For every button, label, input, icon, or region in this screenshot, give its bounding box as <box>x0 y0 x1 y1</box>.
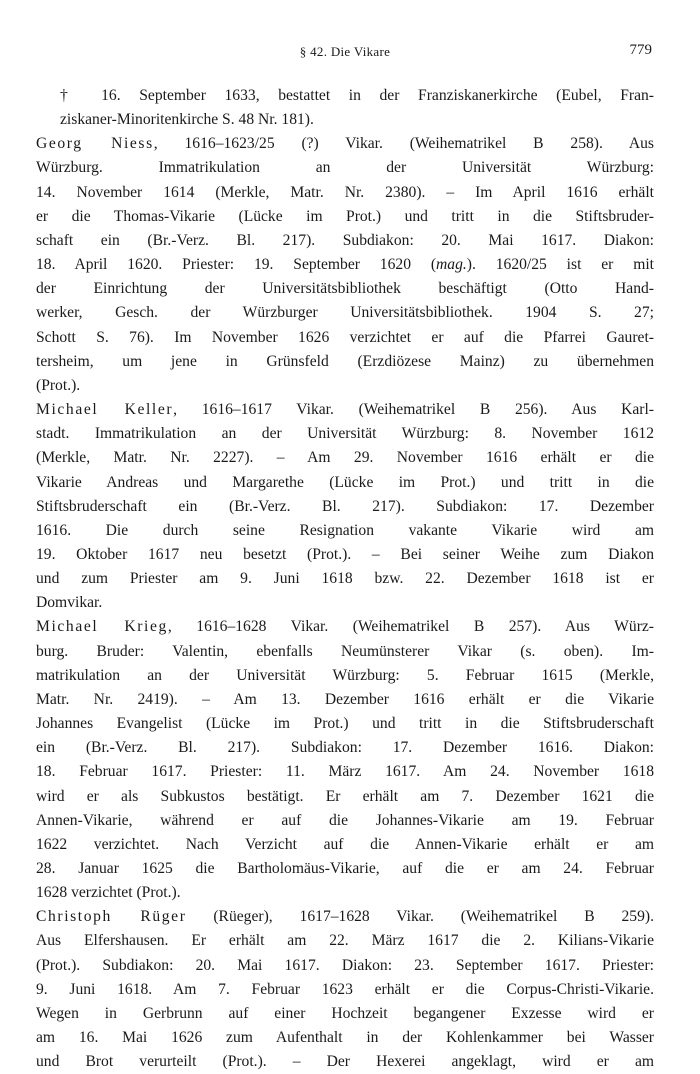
text-line: wird er als Subkustos bestätigt. Er erhält am 7. Dezember 1621 die <box>36 787 654 805</box>
text-line: 14. November 1614 (Merkle, Matr. Nr. 2380). – Im April 1616 erhält <box>36 183 654 201</box>
text-line: † 16. September 1633, bestattet in der Franziskanerkirche (Eubel, Fran- <box>60 87 654 104</box>
text-line: tersheim, um jene in Grünsfeld (Erzdiözese Mainz) zu übernehmen <box>36 352 654 370</box>
text-line: der Einrichtung der Universitätsbibliothek beschäftigt (Otto Hand- <box>36 280 654 298</box>
person-name: Michael Krieg <box>36 618 168 636</box>
text-line: (Prot.). <box>36 376 81 394</box>
text-line: 9. Juni 1618. Am 7. Februar 1623 erhält er die Corpus-Christi-Vikarie. <box>36 980 654 998</box>
book-page <box>36 42 654 1074</box>
text-line: werker, Gesch. der Würzburger Universitätsbibliothek. 1904 S. 27; <box>36 304 654 322</box>
text-line: schaft ein (Br.-Verz. Bl. 217). Subdiakon: 20. Mai 1617. Diakon: <box>36 231 654 249</box>
text-line: am 16. Mai 1626 zum Aufenthalt in der Kohlenkammer bei Wasser <box>36 1029 654 1047</box>
text-line: 18. Februar 1617. Priester: 11. März 1617. Am 24. November 1618 <box>36 763 654 781</box>
page-body <box>36 84 654 1074</box>
text-line: burg. Bruder: Valentin, ebenfalls Neumünsterer Vikar (s. oben). Im- <box>36 642 654 660</box>
text-line: Michael Krieg, 1616–1628 Vikar. (Weihematrikel B 257). Aus Würz- <box>36 618 654 636</box>
text-line: Georg Niess, 1616–1623/25 (?) Vikar. (Weihematrikel B 258). Aus <box>36 135 654 153</box>
text-line: Domvikar. <box>36 594 103 612</box>
text-line: (Prot.). Subdiakon: 20. Mai 1617. Diakon: 23. September 1617. Priester: <box>36 956 654 974</box>
page-header <box>36 42 654 62</box>
entry-georg-niess <box>36 132 654 398</box>
text-line: Annen-Vikarie, während er auf die Johannes-Vikarie am 19. Februar <box>36 811 654 829</box>
text-line: Michael Keller, 1616–1617 Vikar. (Weihematrikel B 256). Aus Karl- <box>36 401 654 419</box>
entry-michael-krieg <box>36 615 654 905</box>
text-line: Schott S. 76). Im November 1626 verzichtet er auf die Pfarrei Gauret- <box>36 328 654 346</box>
text-line: 1622 verzichtet. Nach Verzicht auf die Annen-Vikarie erhält er am <box>36 835 654 853</box>
text-line: Christoph Rüger (Rüeger), 1617–1628 Vikar. (Weihematrikel B 259). <box>36 908 654 926</box>
person-name: Michael Keller <box>36 401 174 419</box>
text-line: er die Thomas-Vikarie (Lücke im Prot.) und tritt in die Stiftsbruder- <box>36 207 654 225</box>
text-line: (Merkle, Matr. Nr. 2227). – Am 29. November 1616 erhält er die <box>36 449 654 467</box>
text-line: Wegen in Gerbrunn auf einer Hochzeit begangener Exzesse wird er <box>36 1004 654 1022</box>
text-line: 1628 verzichtet (Prot.). <box>36 884 181 902</box>
text-line: matrikulation an der Universität Würzburg: 5. Februar 1615 (Merkle, <box>36 666 654 684</box>
text-line: Stiftsbruderschaft ein (Br.-Verz. Bl. 217). Subdiakon: 17. Dezember <box>36 497 654 515</box>
entry-continuation <box>36 84 654 132</box>
entry-michael-keller <box>36 398 654 615</box>
text-line: ziskaner-Minoritenkirche S. 48 Nr. 181). <box>60 111 314 129</box>
text-line: Vikarie Andreas und Margarethe (Lücke im Prot.) und tritt in die <box>36 473 654 491</box>
running-head: § 42. Die Vikare <box>299 44 391 59</box>
text-line: Aus Elfershausen. Er erhält am 22. März 1617 die 2. Kilians-Vikarie <box>36 932 654 950</box>
person-name: Christoph Rüger <box>36 908 187 926</box>
text-line: und Brot verurteilt (Prot.). – Der Hexerei angeklagt, wird er am <box>36 1053 654 1071</box>
entry-christoph-rueger <box>36 905 654 1074</box>
text-line: 1616. Die durch seine Resignation vakante Vikarie wird am <box>36 521 654 539</box>
text-line: 18. April 1620. Priester: 19. September 1620 (mag.). 1620/25 ist er mit <box>36 256 654 274</box>
text-line: Matr. Nr. 2419). – Am 13. Dezember 1616 erhält er die Vikarie <box>36 690 654 708</box>
text-line: und zum Priester am 9. Juni 1618 bzw. 22. Dezember 1618 ist er <box>36 570 654 588</box>
person-name: Georg Niess <box>36 135 154 153</box>
text-line: stadt. Immatrikulation an der Universität Würzburg: 8. November 1612 <box>36 425 654 443</box>
text-line: 28. Januar 1625 die Bartholomäus-Vikarie, auf die er am 24. Februar <box>36 860 654 877</box>
text-line: ein (Br.-Verz. Bl. 217). Subdiakon: 17. Dezember 1616. Diakon: <box>36 739 654 757</box>
text-line: Würzburg. Immatrikulation an der Universität Würzburg: <box>36 159 654 177</box>
text-line: 19. Oktober 1617 neu besetzt (Prot.). – Bei seiner Weihe zum Diakon <box>36 545 654 563</box>
text-line: Johannes Evangelist (Lücke im Prot.) und tritt in die Stiftsbruderschaft <box>36 715 654 733</box>
page-number: 779 <box>629 42 652 58</box>
